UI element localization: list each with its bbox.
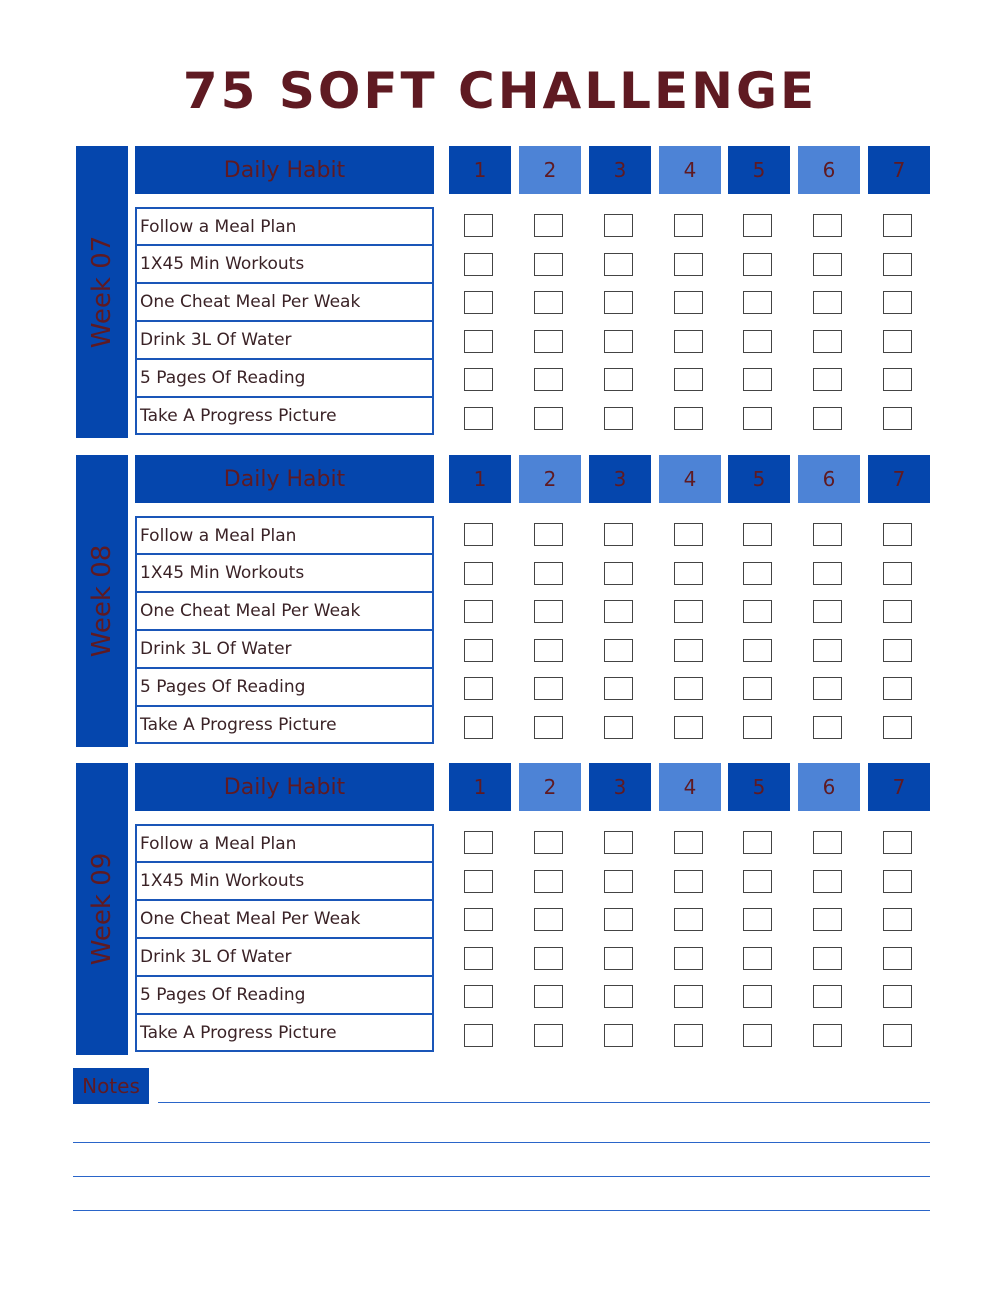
- habit-checkbox[interactable]: [464, 562, 493, 585]
- habit-checkbox[interactable]: [534, 870, 563, 893]
- habit-row: 1X45 Min Workouts: [135, 862, 434, 900]
- habit-checkbox[interactable]: [674, 291, 703, 314]
- habit-checkbox[interactable]: [743, 523, 772, 546]
- notes-line[interactable]: [73, 1176, 930, 1177]
- day-header: 3: [589, 763, 651, 811]
- week-label-text: Week 09: [87, 852, 117, 966]
- week-label: [76, 146, 128, 438]
- habit-checkbox[interactable]: [604, 716, 633, 739]
- day-header: 4: [659, 455, 721, 503]
- habit-row: One Cheat Meal Per Weak: [135, 592, 434, 630]
- habit-checkbox[interactable]: [604, 214, 633, 237]
- habit-checkbox[interactable]: [534, 677, 563, 700]
- habit-checkbox[interactable]: [534, 716, 563, 739]
- habit-checkbox[interactable]: [464, 214, 493, 237]
- habit-checkbox[interactable]: [743, 214, 772, 237]
- week-label-text: Week 07: [87, 235, 117, 349]
- habit-checkbox[interactable]: [464, 291, 493, 314]
- habit-checkbox[interactable]: [674, 523, 703, 546]
- habit-checkbox[interactable]: [813, 831, 842, 854]
- habit-checkbox[interactable]: [813, 407, 842, 430]
- habit-row: Take A Progress Picture: [135, 1014, 434, 1052]
- habit-checkbox[interactable]: [464, 253, 493, 276]
- habit-checkbox[interactable]: [464, 985, 493, 1008]
- habit-checkbox[interactable]: [743, 368, 772, 391]
- habit-checkbox[interactable]: [464, 523, 493, 546]
- habit-checkbox[interactable]: [743, 330, 772, 353]
- habit-checkbox[interactable]: [534, 1024, 563, 1047]
- habit-checkbox[interactable]: [534, 407, 563, 430]
- habit-checkbox[interactable]: [464, 716, 493, 739]
- day-header: 3: [589, 455, 651, 503]
- notes-line[interactable]: [73, 1142, 930, 1143]
- week-label: [76, 763, 128, 1055]
- habit-checkbox[interactable]: [743, 908, 772, 931]
- habit-checkbox[interactable]: [813, 562, 842, 585]
- habit-checkbox[interactable]: [534, 214, 563, 237]
- habit-row: 5 Pages Of Reading: [135, 359, 434, 397]
- habit-row: Follow a Meal Plan: [135, 824, 434, 862]
- habit-checkbox[interactable]: [743, 985, 772, 1008]
- habit-checkbox[interactable]: [464, 330, 493, 353]
- habit-checkbox[interactable]: [604, 1024, 633, 1047]
- habit-checkbox[interactable]: [604, 870, 633, 893]
- habit-checkbox[interactable]: [883, 214, 912, 237]
- habit-checkbox[interactable]: [604, 523, 633, 546]
- day-header: 5: [728, 146, 790, 194]
- day-header: 1: [449, 763, 511, 811]
- habit-checkbox[interactable]: [813, 214, 842, 237]
- habit-checkbox[interactable]: [534, 831, 563, 854]
- habit-checkbox[interactable]: [534, 985, 563, 1008]
- habit-checkbox[interactable]: [883, 562, 912, 585]
- habit-checkbox[interactable]: [674, 562, 703, 585]
- habit-checkbox[interactable]: [534, 291, 563, 314]
- habit-checkbox[interactable]: [883, 639, 912, 662]
- week-block: [76, 146, 932, 438]
- habit-checkbox[interactable]: [743, 716, 772, 739]
- habit-row: Take A Progress Picture: [135, 706, 434, 744]
- habit-checkbox[interactable]: [674, 947, 703, 970]
- habit-checkbox[interactable]: [813, 600, 842, 623]
- habit-checkbox[interactable]: [883, 368, 912, 391]
- day-header: 7: [868, 455, 930, 503]
- habit-checkbox[interactable]: [883, 870, 912, 893]
- habit-checkbox[interactable]: [464, 908, 493, 931]
- day-header: 7: [868, 146, 930, 194]
- day-header: 2: [519, 146, 581, 194]
- habit-checkbox[interactable]: [743, 639, 772, 662]
- habit-checkbox[interactable]: [883, 523, 912, 546]
- day-header: 4: [659, 146, 721, 194]
- habit-row: Take A Progress Picture: [135, 397, 434, 435]
- habit-checkbox[interactable]: [813, 1024, 842, 1047]
- day-header: 3: [589, 146, 651, 194]
- habit-checkbox[interactable]: [883, 291, 912, 314]
- habit-checkbox[interactable]: [674, 639, 703, 662]
- habit-checkbox[interactable]: [534, 562, 563, 585]
- habit-list: [135, 824, 434, 1052]
- habit-checkbox[interactable]: [743, 947, 772, 970]
- habit-row: 5 Pages Of Reading: [135, 668, 434, 706]
- habit-checkbox[interactable]: [674, 214, 703, 237]
- day-header: 4: [659, 763, 721, 811]
- habit-checkbox[interactable]: [674, 1024, 703, 1047]
- habit-checkbox[interactable]: [464, 368, 493, 391]
- notes-label: Notes: [73, 1068, 149, 1104]
- habit-row: Drink 3L Of Water: [135, 630, 434, 668]
- day-header: 1: [449, 146, 511, 194]
- habit-checkbox[interactable]: [674, 677, 703, 700]
- habit-checkbox[interactable]: [813, 523, 842, 546]
- habit-checkbox[interactable]: [464, 407, 493, 430]
- habit-checkbox[interactable]: [883, 831, 912, 854]
- habit-checkbox[interactable]: [813, 908, 842, 931]
- page-title: 75 SOFT CHALLENGE: [182, 62, 818, 120]
- daily-habit-header: Daily Habit: [135, 455, 434, 503]
- habit-checkbox[interactable]: [883, 716, 912, 739]
- habit-checkbox[interactable]: [813, 639, 842, 662]
- habit-checkbox[interactable]: [883, 908, 912, 931]
- habit-checkbox[interactable]: [743, 562, 772, 585]
- habit-checkbox[interactable]: [604, 908, 633, 931]
- habit-checkbox[interactable]: [883, 947, 912, 970]
- habit-checkbox[interactable]: [464, 1024, 493, 1047]
- habit-list: [135, 207, 434, 435]
- habit-checkbox[interactable]: [674, 831, 703, 854]
- day-header: 2: [519, 763, 581, 811]
- habit-checkbox[interactable]: [534, 523, 563, 546]
- day-header: 6: [798, 763, 860, 811]
- habit-checkbox[interactable]: [883, 253, 912, 276]
- habit-checkbox[interactable]: [813, 677, 842, 700]
- habit-row: Follow a Meal Plan: [135, 516, 434, 554]
- habit-row: 1X45 Min Workouts: [135, 245, 434, 283]
- habit-checkbox[interactable]: [743, 253, 772, 276]
- habit-row: 1X45 Min Workouts: [135, 554, 434, 592]
- habit-checkbox[interactable]: [534, 600, 563, 623]
- habit-checkbox[interactable]: [464, 870, 493, 893]
- day-header: 6: [798, 455, 860, 503]
- habit-checkbox[interactable]: [534, 368, 563, 391]
- habit-checkbox[interactable]: [464, 831, 493, 854]
- habit-checkbox[interactable]: [883, 1024, 912, 1047]
- habit-checkbox[interactable]: [534, 253, 563, 276]
- day-header: 2: [519, 455, 581, 503]
- day-header: 5: [728, 763, 790, 811]
- habit-checkbox[interactable]: [464, 677, 493, 700]
- day-header: 7: [868, 763, 930, 811]
- habit-checkbox[interactable]: [604, 985, 633, 1008]
- daily-habit-header: Daily Habit: [135, 763, 434, 811]
- habit-checkbox[interactable]: [743, 291, 772, 314]
- habit-checkbox[interactable]: [534, 639, 563, 662]
- habit-checkbox[interactable]: [883, 985, 912, 1008]
- habit-checkbox[interactable]: [674, 368, 703, 391]
- habit-checkbox[interactable]: [604, 368, 633, 391]
- habit-checkbox[interactable]: [604, 562, 633, 585]
- habit-checkbox[interactable]: [674, 908, 703, 931]
- habit-checkbox[interactable]: [674, 253, 703, 276]
- habit-list: [135, 516, 434, 744]
- habit-checkbox[interactable]: [604, 253, 633, 276]
- day-header: 6: [798, 146, 860, 194]
- habit-checkbox[interactable]: [743, 600, 772, 623]
- habit-checkbox[interactable]: [743, 831, 772, 854]
- habit-checkbox[interactable]: [883, 330, 912, 353]
- habit-checkbox[interactable]: [813, 716, 842, 739]
- habit-checkbox[interactable]: [813, 368, 842, 391]
- habit-checkbox[interactable]: [674, 985, 703, 1008]
- habit-checkbox[interactable]: [604, 330, 633, 353]
- habit-checkbox[interactable]: [813, 947, 842, 970]
- habit-checkbox[interactable]: [743, 870, 772, 893]
- habit-checkbox[interactable]: [464, 639, 493, 662]
- habit-checkbox[interactable]: [743, 677, 772, 700]
- habit-checkbox[interactable]: [464, 600, 493, 623]
- week-block: [76, 763, 932, 1055]
- week-block: [76, 455, 932, 747]
- habit-checkbox[interactable]: [743, 1024, 772, 1047]
- habit-checkbox[interactable]: [534, 908, 563, 931]
- week-label-text: Week 08: [87, 544, 117, 658]
- day-header: 1: [449, 455, 511, 503]
- habit-checkbox[interactable]: [604, 639, 633, 662]
- habit-checkbox[interactable]: [674, 407, 703, 430]
- daily-habit-header: Daily Habit: [135, 146, 434, 194]
- habit-checkbox[interactable]: [813, 985, 842, 1008]
- habit-checkbox[interactable]: [534, 947, 563, 970]
- habit-checkbox[interactable]: [743, 407, 772, 430]
- habit-checkbox[interactable]: [813, 330, 842, 353]
- habit-checkbox[interactable]: [813, 253, 842, 276]
- habit-checkbox[interactable]: [813, 870, 842, 893]
- habit-row: 5 Pages Of Reading: [135, 976, 434, 1014]
- habit-checkbox[interactable]: [604, 831, 633, 854]
- habit-checkbox[interactable]: [813, 291, 842, 314]
- habit-row: Drink 3L Of Water: [135, 938, 434, 976]
- habit-checkbox[interactable]: [674, 600, 703, 623]
- habit-checkbox[interactable]: [604, 677, 633, 700]
- habit-checkbox[interactable]: [534, 330, 563, 353]
- habit-row: Drink 3L Of Water: [135, 321, 434, 359]
- habit-checkbox[interactable]: [604, 407, 633, 430]
- habit-checkbox[interactable]: [674, 330, 703, 353]
- notes-line[interactable]: [73, 1210, 930, 1211]
- habit-checkbox[interactable]: [883, 677, 912, 700]
- habit-checkbox[interactable]: [464, 947, 493, 970]
- habit-checkbox[interactable]: [883, 407, 912, 430]
- habit-row: Follow a Meal Plan: [135, 207, 434, 245]
- habit-checkbox[interactable]: [674, 870, 703, 893]
- habit-row: One Cheat Meal Per Weak: [135, 283, 434, 321]
- habit-checkbox[interactable]: [604, 291, 633, 314]
- habit-checkbox[interactable]: [674, 716, 703, 739]
- habit-row: One Cheat Meal Per Weak: [135, 900, 434, 938]
- habit-checkbox[interactable]: [604, 600, 633, 623]
- week-label: [76, 455, 128, 747]
- notes-line[interactable]: [158, 1102, 930, 1103]
- habit-checkbox[interactable]: [604, 947, 633, 970]
- habit-checkbox[interactable]: [883, 600, 912, 623]
- day-header: 5: [728, 455, 790, 503]
